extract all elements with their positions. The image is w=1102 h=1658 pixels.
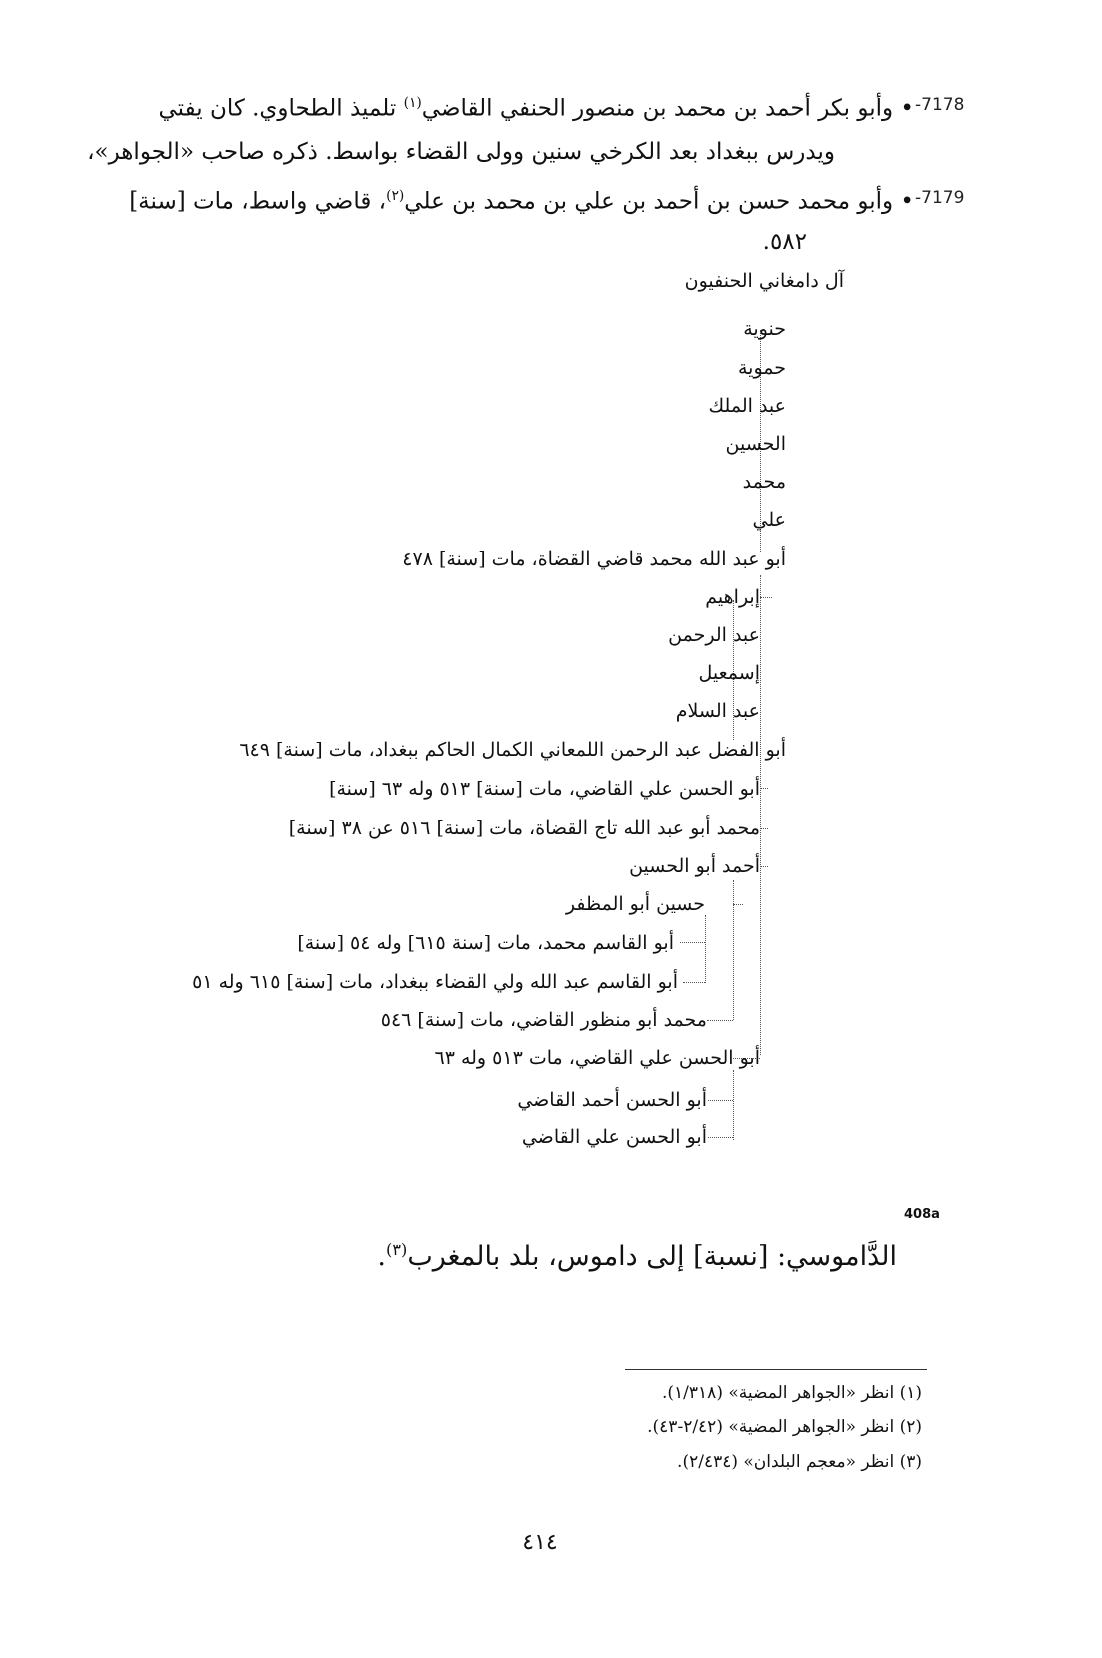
tree-branch-line (705, 915, 706, 983)
entry-text (129, 181, 914, 217)
entry-text-end: تلميذ الطحاوي. كان يفتي (158, 95, 404, 122)
tree-node: محمد أبو منظور القاضي، مات [سنة] ٥٤٦ (380, 1009, 707, 1031)
tree-node: أبو الحسن علي القاضي، مات [سنة] ٥١٣ وله ٦٣ [سنة] (329, 778, 760, 800)
footnote-ref[interactable]: (٣) (386, 1240, 408, 1259)
tree-title: آل دامغاني الحنفيون (684, 270, 844, 292)
footnote-divider (625, 1369, 927, 1370)
entry-text-start: • وأبو بكر أحمد بن محمد بن منصور الحنفي القاضي (421, 95, 914, 122)
footnote: (٢) انظر «الجواهر المضية» (٢/٤٢-٤٣). (647, 1417, 922, 1437)
tree-connector (760, 828, 768, 829)
entry-continuation: ٥٨٢. (762, 229, 807, 255)
tree-node: الحسين (725, 433, 786, 455)
tree-node: عبد الملك (708, 395, 786, 417)
tree-connector (760, 597, 772, 598)
entry-continuation: ويدرس ببغداد بعد الكرخي سنين وولى القضاء بواسط. ذكره صاحب «الجواهر»، (87, 139, 835, 165)
tree-connector (683, 982, 705, 983)
entry-number: -7178 (915, 95, 965, 115)
tree-node: محمد أبو عبد الله تاج القضاة، مات [سنة] ٥١٦ عن ٣٨ [سنة] (288, 817, 760, 839)
footnote: (١) انظر «الجواهر المضية» (١/٣١٨). (662, 1383, 922, 1403)
tree-node: أبو عبد الله محمد قاضي القضاة، مات [سنة] ٤٧٨ (402, 548, 786, 570)
tree-node: إسمعيل (698, 662, 760, 684)
entry-text-start: الدَّاموسي: [نسبة] إلى داموس، بلد بالمغرب (407, 1241, 897, 1272)
tree-connector (680, 942, 705, 943)
page-marker: 408a (904, 1207, 940, 1222)
tree-node: عبد الرحمن (668, 624, 760, 646)
entry-text (377, 1240, 897, 1272)
tree-node: محمد (742, 471, 786, 493)
entry-number: -7179 (915, 188, 965, 208)
tree-node: حنوية (743, 318, 786, 340)
entry-text-start: • وأبو محمد حسن بن أحمد بن علي بن محمد بن علي (404, 188, 914, 215)
tree-branch-line (760, 575, 761, 1055)
entry-text (158, 88, 914, 124)
tree-node: حموية (737, 357, 786, 379)
tree-node: أبو الفضل عبد الرحمن اللمعاني الكمال الحاكم ببغداد، مات [سنة] ٦٤٩ (239, 739, 786, 761)
tree-node: عبد السلام (675, 700, 760, 722)
footnote-ref[interactable]: (١) (403, 95, 422, 111)
tree-node: أبو الحسن علي القاضي (521, 1126, 707, 1148)
tree-branch-line (733, 1070, 734, 1140)
tree-node: حسين أبو المظفر (565, 893, 705, 915)
tree-connector (708, 1100, 733, 1101)
tree-node: أبو القاسم محمد، مات [سنة ٦١٥] وله ٥٤ [سنة] (297, 932, 674, 954)
tree-node: إبراهيم (705, 586, 760, 608)
tree-connector (760, 866, 768, 867)
entry-text-end: ، قاضي واسط، مات [سنة] (129, 188, 387, 215)
tree-connector (760, 788, 768, 789)
footnote: (٣) انظر «معجم البلدان» (٢/٤٣٤). (677, 1452, 922, 1472)
tree-connector (708, 1137, 733, 1138)
tree-connector (707, 1020, 733, 1021)
tree-connector (733, 904, 743, 905)
tree-node: أبو القاسم عبد الله ولي القضاء ببغداد، مات [سنة] ٦١٥ وله ٥١ (192, 971, 678, 993)
tree-branch-line (733, 880, 734, 1020)
footnote-ref[interactable]: (٢) (386, 188, 405, 204)
tree-node: أبو الحسن أحمد القاضي (517, 1089, 707, 1111)
tree-node: أحمد أبو الحسين (629, 855, 760, 877)
page-number: ٤١٤ (522, 1530, 558, 1555)
tree-node: علي (752, 509, 786, 531)
entry-text-end: . (377, 1241, 386, 1272)
tree-node: أبو الحسن علي القاضي، مات ٥١٣ وله ٦٣ (434, 1047, 760, 1069)
